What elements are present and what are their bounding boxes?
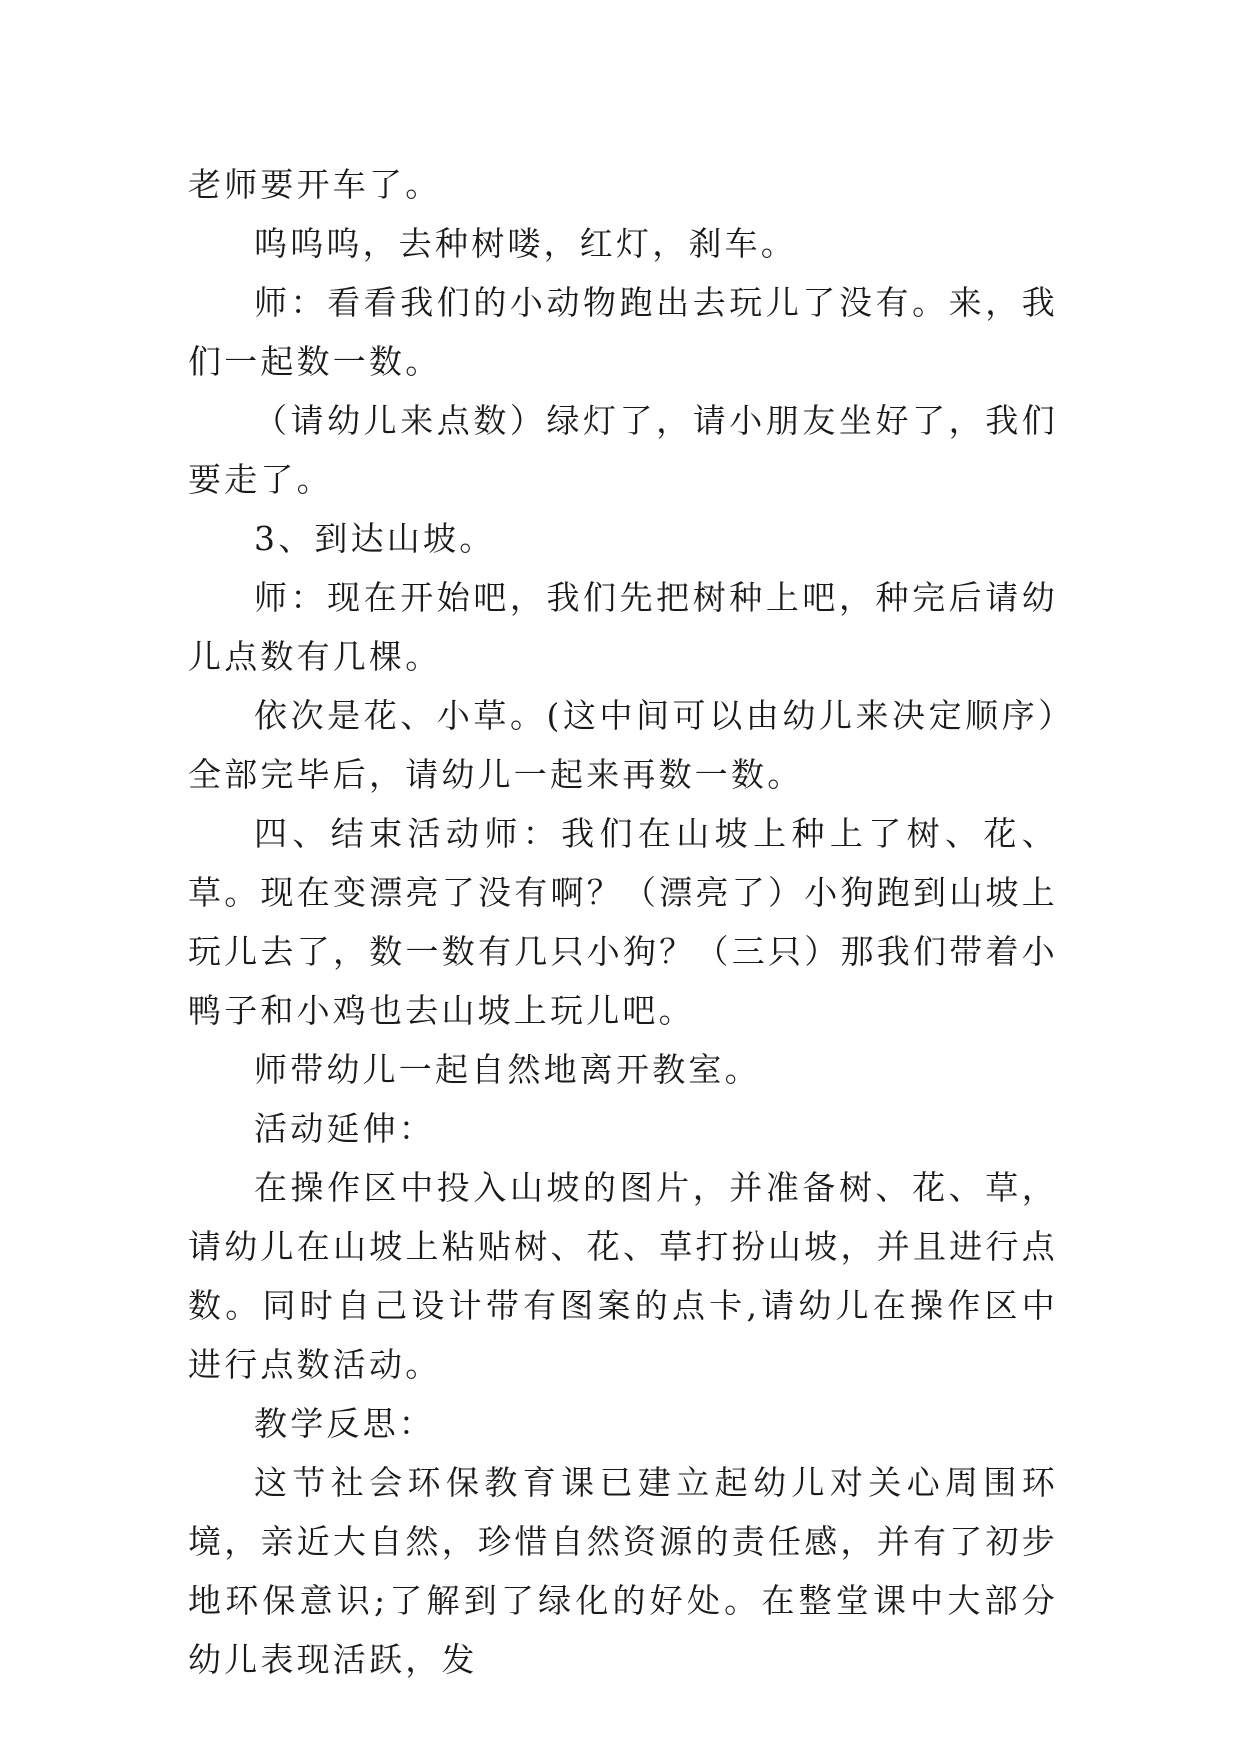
paragraph: 师：看看我们的小动物跑出去玩儿了没有。来，我们一起数一数。 [188,283,1058,381]
paragraph: 老师要开车了。 [188,165,442,204]
paragraph: 四、结束活动师：我们在山坡上种上了树、花、草。现在变漂亮了没有啊？（漂亮了）小狗跑到山坡上玩儿去了，数一数有几只小狗？（三只）那我们带着小鸭子和小鸡也去山坡上玩儿吧。 [188,814,1058,1030]
paragraph: 师：现在开始吧，我们先把树种上吧，种完后请幼儿点数有几棵。 [188,578,1058,676]
document-body [188,155,1058,1689]
paragraph: 师带幼儿一起自然地离开教室。 [254,1050,761,1089]
paragraph: 在操作区中投入山坡的图片，并准备树、花、草，请幼儿在山坡上粘贴树、花、草打扮山坡，并且进行点数。同时自己设计带有图案的点卡,请幼儿在操作区中进行点数活动。 [188,1168,1058,1384]
section-heading: 活动延伸： [254,1109,435,1148]
section-heading: 3、到达山坡。 [254,519,496,558]
paragraph: 依次是花、小草。(这中间可以由幼儿来决定顺序）全部完毕后，请幼儿一起来再数一数。 [188,696,1058,794]
paragraph: 呜呜呜，去种树喽，红灯，刹车。 [254,224,797,263]
section-heading: 教学反思： [254,1404,435,1443]
paragraph: 这节社会环保教育课已建立起幼儿对关心周围环境，亲近大自然，珍惜自然资源的责任感，并有了初步地环保意识;了解到了绿化的好处。在整堂课中大部分幼儿表现活跃，发 [188,1463,1058,1679]
paragraph: （请幼儿来点数）绿灯了，请小朋友坐好了，我们要走了。 [188,401,1058,499]
